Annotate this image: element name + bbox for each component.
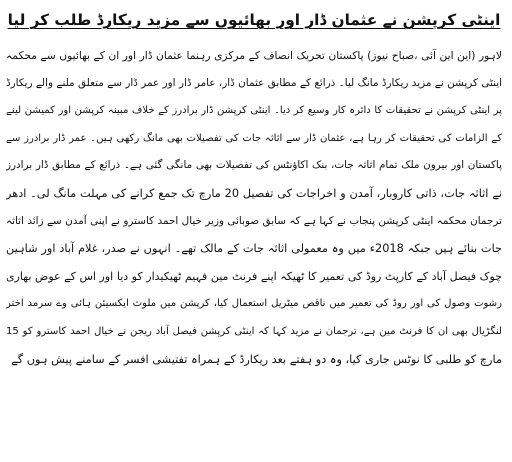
body-line: لاہور (این این آئی ،صباح نیوز) پاکستان تحریک انصاف کے مرکزی رہنما عثمان ڈار اور ان کے بھائیوں سے محکمہ [6,49,502,62]
headline: اینٹی کرپشن نے عثمان ڈار اور بھائیوں سے مزید ریکارڈ طلب کر لیا [7,11,501,29]
body-line: چوک فیصل آباد کے کارپٹ روڈ کی تعمیر کا ٹھیکہ اپنے فرنٹ مین فہیم ٹھیکیدار کو دیا اور اس کے عوض بھاری [6,269,502,283]
body-line: لنگڑیال بھی ان کا فرنٹ مین ہے، ترجمان نے مزید کہا کہ اینٹی کرپشن فیصل آباد ریجن نے خیال احمد کاسترو کو 15 [6,325,502,337]
body-line: مارچ کو طلبی کا نوٹس جاری کیا، وہ دو ہفتے بعد ریکارڈ کے ہمراہ تفتیشی افسر کے سامنے پیش ہوں گے [11,352,502,366]
body-line: ترجمان محکمہ اینٹی کرپشن پنجاب نے کہا ہے کہ سابق صوبائی وزیر خیال احمد کاسترو نے اپنی آمدن سے زائد اثاثہ [6,214,502,227]
body-line: پر اینٹی کرپشن نے تحقیقات کا دائرہ کار وسیع کر دیا۔ اینٹی کرپشن ڈار برادرز کے خلاف مبینہ کرپشن اور کمیشن لینے [6,105,502,117]
body-line: پاکستان اور بیرون ملک تمام اثاثہ جات، بنک اکاؤنٹس کی تفصیلات بھی مانگی گئی ہے۔ ذرائع کے مطابق ڈار برادرز [6,159,502,172]
body-line: رشوت وصول کی اور روڈ کی تعمیر میں ناقص میٹریل استعمال کیا، کرپشن میں ملوث ایکسیئن ہائی وے سرمد اختر [6,298,502,310]
body-line: جات بنائے ہیں جبکہ 2018ء میں وہ معمولی اثاثہ جات کے مالک تھے۔ انہوں نے صدر، غلام آباد اور شاہین [6,242,502,256]
body-line: کے الزامات کی تحقیقات کر رہا ہے، عثمان ڈار سے اثاثہ جات کی تفصیلات بھی مانگ رکھی ہیں۔ عمر ڈار برادرز سے [6,132,502,144]
article-body [6,42,502,373]
body-line: اینٹی کرپشن نے مزید ریکارڈ مانگ لیا۔ ذرائع کے مطابق عثمان ڈار، عامر ڈار اور عمر ڈار سے متعلق ملنے والے ریکارڈ [6,76,502,89]
body-line: نے اثاثہ جات، ذاتی کاروبار، آمدن و اخراجات کی تفصیل 20 مارچ تک جمع کرانے کی مہلت مانگ لی۔ ادھر [6,186,502,200]
